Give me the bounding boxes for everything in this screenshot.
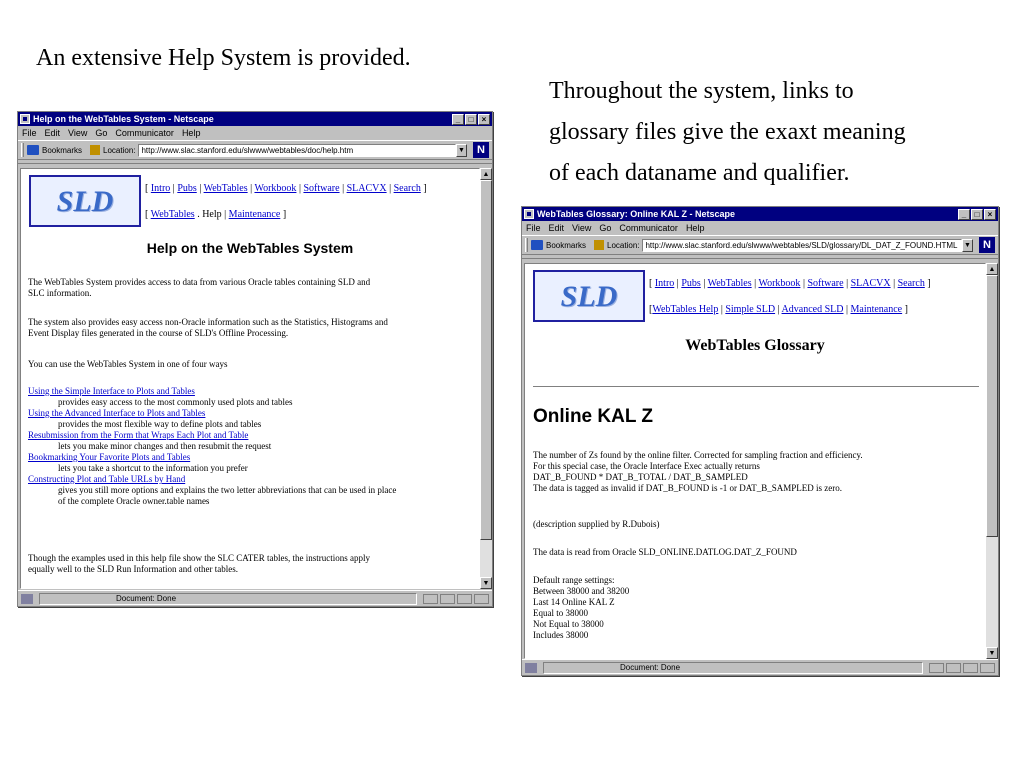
netscape-logo-icon: N	[979, 237, 995, 253]
nav-advanced-sld[interactable]: Advanced SLD	[781, 304, 844, 315]
netscape-window-icon	[20, 114, 30, 124]
range-line: Includes 38000	[533, 630, 589, 640]
text-line: The WebTables System provides access to data from various Oracle tables containing SLD and	[28, 277, 371, 287]
supplied-by: (description supplied by R.Dubois)	[533, 519, 660, 529]
bookmarks-icon[interactable]	[531, 240, 543, 250]
sld-logo-text: SLD	[56, 185, 114, 218]
page-title: Help on the WebTables System	[146, 240, 354, 256]
section-title: Online KAL Z	[533, 406, 653, 427]
window-title: WebTables Glossary: Online KAL Z - Netscape	[537, 209, 736, 219]
link-constructing-urls[interactable]: Constructing Plot and Table URLs by Hand	[28, 474, 186, 484]
help-browser-window	[17, 111, 493, 607]
status-text: Document: Done	[39, 593, 417, 605]
nav-intro[interactable]: Intro	[150, 183, 171, 194]
text-line: The data is tagged as invalid if DAT_B_FOUND is -1 or DAT_B_SAMPLED is zero.	[533, 483, 842, 493]
maximize-button[interactable]: □	[971, 209, 983, 220]
nav-search[interactable]: Search	[897, 278, 925, 289]
tray-icon[interactable]	[946, 663, 961, 673]
text-line: DAT_B_FOUND * DAT_B_TOTAL / DAT_B_SAMPLED	[533, 472, 748, 482]
menu-go[interactable]: Go	[599, 223, 612, 233]
menu-edit[interactable]: Edit	[548, 223, 565, 233]
nav-bar-sub: [ WebTables . Help | Maintenance ]	[145, 209, 287, 220]
link-bookmarking[interactable]: Bookmarking Your Favorite Plots and Tables	[28, 452, 191, 462]
menu-file[interactable]: File	[526, 223, 541, 233]
nav-pubs[interactable]: Pubs	[177, 183, 197, 194]
nav-bar-sub: [WebTables Help | Simple SLD | Advanced SLD | Maintenance ]	[649, 304, 908, 315]
description-block	[533, 450, 863, 494]
nav-pubs[interactable]: Pubs	[681, 278, 701, 289]
scroll-down-arrow-icon[interactable]: ▼	[986, 647, 998, 659]
item-description: lets you take a shortcut to the information you prefer	[58, 463, 248, 473]
range-line: Not Equal to 38000	[533, 619, 604, 629]
four-ways-paragraph: You can use the WebTables System in one of four ways	[28, 359, 228, 369]
caption-right-line: Throughout the system, links to	[549, 78, 854, 104]
text-line: The system also provides easy access non-Oracle information such as the Statistics, Histograms and	[28, 317, 388, 327]
nav-search[interactable]: Search	[393, 183, 421, 194]
link-simple-interface[interactable]: Using the Simple Interface to Plots and Tables	[28, 386, 195, 396]
title-bar[interactable]	[522, 207, 998, 221]
scroll-up-arrow-icon[interactable]: ▲	[480, 168, 492, 180]
scroll-down-arrow-icon[interactable]: ▼	[480, 577, 492, 589]
nav-bar-main: [ Intro | Pubs | WebTables | Workbook | Software | SLACVX | Search ]	[145, 183, 427, 194]
location-icon	[594, 240, 604, 250]
text-line: equally well to the SLD Run Information and other tables.	[28, 564, 238, 574]
caption-right-line: of each dataname and qualifier.	[549, 160, 850, 186]
text-line: Though the examples used in this help file show the SLC CATER tables, the instructions apply	[28, 553, 370, 563]
vertical-scrollbar[interactable]	[986, 263, 998, 659]
ways-list	[28, 386, 396, 507]
tray-icon[interactable]	[929, 663, 944, 673]
window-title: Help on the WebTables System - Netscape	[33, 114, 214, 124]
nav-maintenance[interactable]: Maintenance	[228, 209, 281, 220]
url-input[interactable]: http://www.slac.stanford.edu/slwww/webtables/SLD/glossary/DL_DAT_Z_FOUND.HTML	[642, 239, 962, 252]
caption-right-line: glossary files give the exaxt meaning	[549, 119, 906, 145]
caption-left: An extensive Help System is provided.	[36, 45, 411, 71]
item-description: provides the most flexible way to define plots and tables	[58, 419, 262, 429]
tray-icon[interactable]	[963, 663, 978, 673]
nav-software[interactable]: Software	[303, 183, 340, 194]
item-description: of the complete Oracle owner.table names	[58, 496, 210, 506]
url-input[interactable]: http://www.slac.stanford.edu/slwww/webtables/doc/help.htm	[138, 144, 456, 157]
nav-maintenance[interactable]: Maintenance	[850, 304, 903, 315]
minimize-button[interactable]: _	[958, 209, 970, 220]
toolbar-grip[interactable]	[21, 143, 24, 157]
link-advanced-interface[interactable]: Using the Advanced Interface to Plots and Tables	[28, 408, 206, 418]
nav-help-current: Help	[202, 209, 222, 220]
nav-webtables[interactable]: WebTables	[707, 278, 752, 289]
nav-workbook[interactable]: Workbook	[758, 278, 801, 289]
component-tray	[927, 663, 995, 673]
nav-slacvx[interactable]: SLACVX	[850, 278, 891, 289]
range-header: Default range settings:	[533, 575, 615, 585]
menu-view[interactable]: View	[68, 128, 88, 138]
location-toolbar	[522, 235, 998, 255]
scroll-thumb[interactable]	[480, 180, 492, 540]
toolbar-collapse-strip[interactable]	[18, 160, 492, 164]
glossary-browser-window	[521, 206, 999, 676]
divider	[533, 386, 979, 387]
scroll-thumb[interactable]	[986, 275, 998, 537]
url-dropdown-button[interactable]: ▼	[456, 144, 467, 157]
item-description: gives you still more options and explains the two letter abbreviations that can be used in place	[58, 485, 397, 495]
bookmarks-icon[interactable]	[27, 145, 39, 155]
maximize-button[interactable]: □	[465, 114, 477, 125]
nav-workbook[interactable]: Workbook	[254, 183, 297, 194]
nav-webtables-help[interactable]: WebTables Help	[652, 304, 719, 315]
close-button[interactable]: ×	[478, 114, 490, 125]
menu-communicator[interactable]: Communicator	[619, 223, 678, 233]
menu-file[interactable]: File	[22, 128, 37, 138]
menu-bar	[18, 126, 492, 140]
nav-webtables[interactable]: WebTables	[203, 183, 248, 194]
examples-paragraph	[28, 553, 370, 575]
link-resubmission[interactable]: Resubmission from the Form that Wraps Each Plot and Table	[28, 430, 249, 440]
text-line: SLC information.	[28, 288, 92, 298]
nav-bar-main: [ Intro | Pubs | WebTables | Workbook | Software | SLACVX | Search ]	[649, 278, 931, 289]
bookmarks-button[interactable]: Bookmarks	[546, 240, 587, 250]
scroll-up-arrow-icon[interactable]: ▲	[986, 263, 998, 275]
item-description: lets you make minor changes and then resubmit the request	[58, 441, 272, 451]
nav-slacvx[interactable]: SLACVX	[346, 183, 387, 194]
text-line: Event Display files generated in the course of SLD's Offline Processing.	[28, 328, 289, 338]
menu-communicator[interactable]: Communicator	[115, 128, 174, 138]
netscape-window-icon	[524, 209, 534, 219]
sld-logo[interactable]	[29, 175, 141, 227]
intro-paragraph	[28, 277, 370, 299]
read-from: The data is read from Oracle SLD_ONLINE.DATLOG.DAT_Z_FOUND	[533, 547, 797, 557]
sld-logo-text: SLD	[560, 280, 618, 313]
menu-edit[interactable]: Edit	[44, 128, 61, 138]
title-bar[interactable]	[18, 112, 492, 126]
menu-view[interactable]: View	[572, 223, 592, 233]
tray-icon[interactable]	[423, 594, 438, 604]
sld-logo[interactable]	[533, 270, 645, 322]
url-dropdown-button[interactable]: ▼	[962, 239, 973, 252]
menu-bar	[522, 221, 998, 235]
range-line: Equal to 38000	[533, 608, 588, 618]
text-line: For this special case, the Oracle Interface Exec actually returns	[533, 461, 760, 471]
text-line: The number of Zs found by the online filter. Corrected for sampling fraction and efficiency.	[533, 450, 863, 460]
location-label: Location:	[607, 240, 640, 250]
nav-intro[interactable]: Intro	[654, 278, 675, 289]
range-line: Last 14 Online KAL Z	[533, 597, 615, 607]
location-icon	[90, 145, 100, 155]
tray-icon[interactable]	[474, 594, 489, 604]
bookmarks-button[interactable]: Bookmarks	[42, 145, 83, 155]
nav-simple-sld[interactable]: Simple SLD	[725, 304, 776, 315]
status-bar	[522, 659, 998, 675]
toolbar-grip[interactable]	[525, 238, 528, 252]
non-oracle-paragraph	[28, 317, 388, 339]
range-line: Between 38000 and 38200	[533, 586, 630, 596]
item-description: provides easy access to the most commonly used plots and tables	[58, 397, 293, 407]
minimize-button[interactable]: _	[452, 114, 464, 125]
toolbar-collapse-strip[interactable]	[522, 255, 998, 259]
close-button[interactable]: ×	[984, 209, 996, 220]
page-content	[524, 263, 986, 659]
caption-right	[549, 71, 1009, 194]
status-text: Document: Done	[543, 662, 923, 674]
page-title: WebTables Glossary	[685, 337, 825, 354]
component-tray	[421, 594, 489, 604]
menu-go[interactable]: Go	[95, 128, 108, 138]
nav-webtables-sub[interactable]: WebTables	[150, 209, 195, 220]
netscape-logo-icon: N	[473, 142, 489, 158]
range-settings	[533, 575, 629, 641]
tray-icon[interactable]	[980, 663, 995, 673]
vertical-scrollbar[interactable]	[480, 168, 492, 589]
menu-help[interactable]: Help	[181, 128, 201, 138]
location-label: Location:	[103, 145, 136, 155]
tray-icon[interactable]	[440, 594, 455, 604]
location-toolbar	[18, 140, 492, 160]
tray-icon[interactable]	[457, 594, 472, 604]
security-icon[interactable]	[525, 663, 537, 673]
page-content	[20, 168, 480, 589]
menu-help[interactable]: Help	[685, 223, 705, 233]
security-icon[interactable]	[21, 594, 33, 604]
nav-software[interactable]: Software	[807, 278, 844, 289]
status-bar	[18, 590, 492, 606]
